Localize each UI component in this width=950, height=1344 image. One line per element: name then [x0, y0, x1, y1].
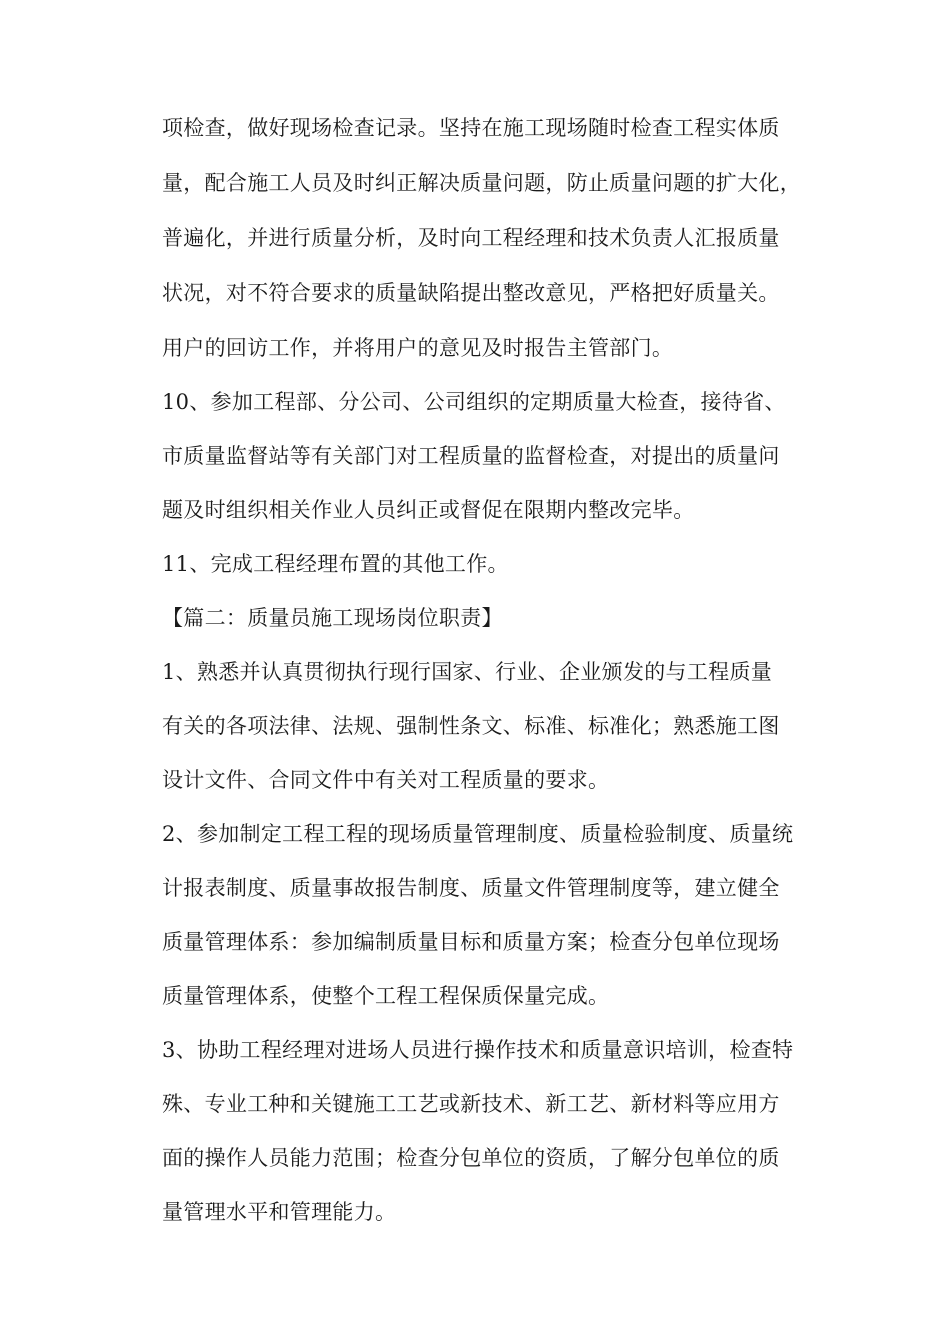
text-line: 3、协助工程经理对进场人员进行操作技术和质量意识培训，检查特: [162, 1038, 794, 1062]
text-line: 2、参加制定工程工程的现场质量管理制度、质量检验制度、质量统: [162, 822, 794, 846]
text-line: 殊、专业工种和关键施工工艺或新技术、新工艺、新材料等应用方: [162, 1092, 780, 1116]
text-line: 11、完成工程经理布置的其他工作。: [162, 552, 509, 576]
text-line: 普遍化，并进行质量分析，及时向工程经理和技术负责人汇报质量: [162, 226, 780, 250]
text-line: 量，配合施工人员及时纠正解决质量问题，防止质量问题的扩大化，: [162, 171, 801, 195]
text-line: 面的操作人员能力范围；检查分包单位的资质，了解分包单位的质: [162, 1146, 780, 1170]
text-line: 市质量监督站等有关部门对工程质量的监督检查，对提出的质量问: [162, 444, 780, 468]
text-line: 量管理水平和管理能力。: [162, 1200, 397, 1224]
text-line: 1、熟悉并认真贯彻执行现行国家、行业、企业颁发的与工程质量: [162, 660, 773, 684]
text-line: 用户的回访工作，并将用户的意见及时报告主管部门。: [162, 336, 674, 360]
text-line: 项检查，做好现场检查记录。坚持在施工现场随时检查工程实体质: [162, 116, 780, 140]
text-line: 计报表制度、质量事故报告制度、质量文件管理制度等，建立健全: [162, 876, 780, 900]
text-line: 题及时组织相关作业人员纠正或督促在限期内整改完毕。: [162, 498, 695, 522]
section-heading: 【篇二：质量员施工现场岗位职责】: [162, 606, 503, 630]
text-line: 质量管理体系：参加编制质量目标和质量方案；检查分包单位现场: [162, 930, 780, 954]
text-line: 质量管理体系，使整个工程工程保质保量完成。: [162, 984, 610, 1008]
text-line: 有关的各项法律、法规、强制性条文、标准、标准化；熟悉施工图: [162, 714, 780, 738]
text-line: 设计文件、合同文件中有关对工程质量的要求。: [162, 768, 610, 792]
text-line: 状况，对不符合要求的质量缺陷提出整改意见，严格把好质量关。: [162, 281, 780, 305]
text-line: 10、参加工程部、分公司、公司组织的定期质量大检查，接待省、: [162, 390, 786, 414]
